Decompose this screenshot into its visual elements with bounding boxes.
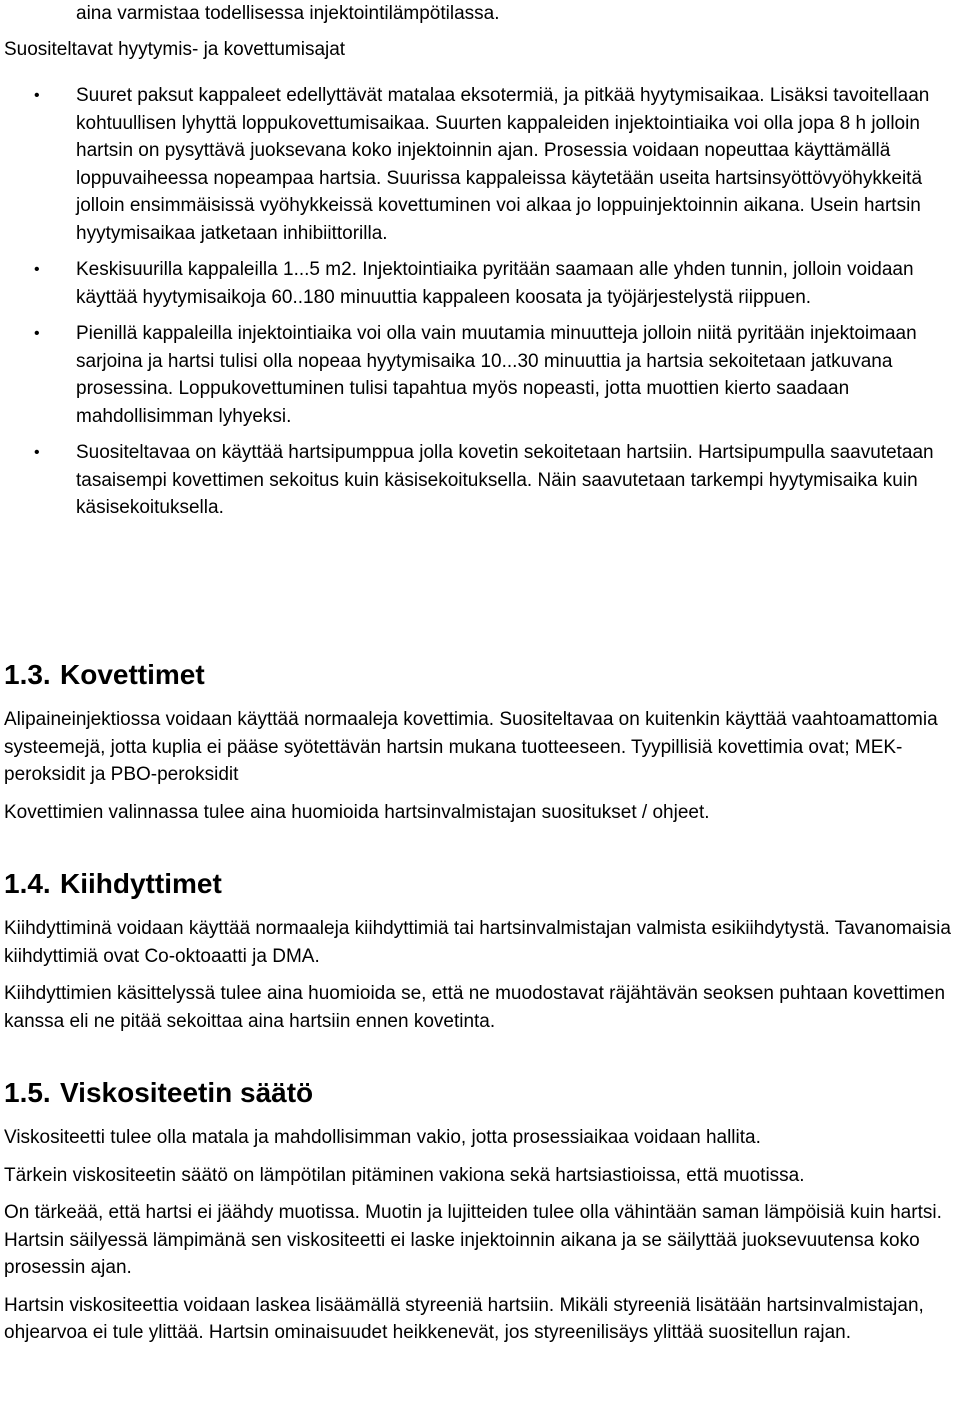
paragraph: Kovettimien valinnassa tulee aina huomioida hartsinvalmistajan suositukset / ohjeet. — [4, 801, 710, 823]
paragraph: Hartsin viskositeettia voidaan laskea lisäämällä styreeniä hartsiin. Mikäli styreeniä lisätään hartsinvalmistajan, ohjearvoa ei tule ylittää. Hartsin ominaisuudet heikkenevät, jos styreenilisäys ylittää suositellun rajan. — [4, 1294, 924, 1343]
list-item-text: Keskisuurilla kappaleilla 1...5 m2. Injektointiaika pyritään saamaan alle yhden tunnin, jolloin voidaan käyttää hyytymisaikoja 60..180 minuuttia kappaleen koosata ja työjärjestelystä riippuen. — [76, 259, 914, 308]
subheading: Suositeltavat hyytymis- ja kovettumisajat — [4, 39, 346, 60]
list-item — [0, 256, 956, 311]
paragraph: Tärkein viskositeetin säätö on lämpötilan pitäminen vakiona sekä hartsiastioissa, että muotissa. — [4, 1164, 805, 1186]
paragraph: Alipaineinjektiossa voidaan käyttää normaaleja kovettimia. Suositeltavaa on kuitenkin käyttää vaahtoamattomia systeemejä, jotta kuplia ei pääse syötettävän hartsin mukana tuotteeseen. Tyypillisiä kovettimia ovat; MEK- peroksidit ja PBO-peroksidit — [4, 709, 938, 785]
list-item — [0, 82, 956, 247]
section-viskositeetin-saato — [4, 1076, 960, 1357]
paragraph: On tärkeää, että hartsi ei jäähdy muotissa. Muotin ja lujitteiden tulee olla vähintään saman lämpöisiä kuin hartsi. Hartsin säilyessä lämpimänä sen viskositeetti ei laske injektoinnin aikana ja se säilyttää juoksevuutensa koko prosessin ajan. — [4, 1202, 942, 1278]
bullet-icon: • — [34, 325, 40, 342]
paragraph: Kiihdyttiminä voidaan käyttää normaaleja kiihdyttimiä tai hartsinvalmistajan valmista esikiihdytystä. Tavanomaisia kiihdyttimiä ovat Co-oktoaatti ja DMA. — [4, 918, 951, 967]
section-title: Viskositeetin säätö — [60, 1077, 314, 1108]
bullet-icon: • — [34, 444, 40, 461]
bullet-icon: • — [34, 87, 40, 104]
section-heading — [4, 658, 960, 692]
section-heading — [4, 1076, 960, 1110]
list-item-text: Suuret paksut kappaleet edellyttävät matalaa eksotermiä, ja pitkää hyytymisaikaa. Lisäksi tavoitellaan kohtuullisen lyhyttä loppukovettumisaikaa. Suurten kappaleiden injektointiaika voi olla jopa 8 h jolloin hartsin on pysyttävä juoksevana koko injektoinnin ajan. Prosessia voidaan nopeuttaa käyttämällä loppuvaiheessa nopeampaa hartsia. Suurissa kappaleissa käytetään useita hartsinsyöttövyöhykkeitä jolloin ensimmäisissä vyöhykkeissä kovettuminen voi alkaa jo loppuinjektoinnin aikana. Usein hartsin hyytymisaikaa jatketaan inhibiittorilla. — [76, 85, 930, 244]
list-item-text: Pienillä kappaleilla injektointiaika voi olla vain muutamia minuutteja jolloin niitä pyritään injektoimaan sarjoina ja hartsi tulisi olla nopeaa hyytymisaika 10...30 minuuttia ja hartsia sekoitetaan jatkuvana prosessina. Loppukovettuminen tulisi tapahtua myös nopeasti, jotta muottien kierto saadaan mahdollisimman lyhyeksi. — [76, 323, 917, 427]
section-number: 1.5. — [4, 1077, 51, 1108]
continuation-line: aina varmistaa todellisessa injektointilämpötilassa. — [76, 3, 500, 24]
section-number: 1.4. — [4, 868, 51, 899]
section-kiihdyttimet — [4, 867, 960, 1045]
section-title: Kiihdyttimet — [60, 868, 222, 899]
paragraph: Viskositeetti tulee olla matala ja mahdollisimman vakio, jotta prosessiaikaa voidaan hallita. — [4, 1127, 761, 1148]
section-number: 1.3. — [4, 659, 51, 690]
list-item — [0, 320, 956, 430]
section-heading — [4, 867, 960, 901]
bullet-icon: • — [34, 261, 40, 278]
list-item — [0, 439, 956, 522]
section-title: Kovettimet — [60, 659, 205, 690]
paragraph: Kiihdyttimien käsittelyssä tulee aina huomioida se, että ne muodostavat räjähtävän seoksen puhtaan kovettimen kanssa eli ne pitää sekoittaa aina hartsiin ennen kovetinta. — [4, 983, 946, 1032]
bullet-list — [0, 82, 960, 531]
list-item-text: Suositeltavaa on käyttää hartsipumppua jolla kovetin sekoitetaan hartsiin. Hartsipumpulla saavutetaan tasaisempi kovettimen sekoitus kuin käsisekoituksella. Näin saavutetaan tarkempi hyytymisaika kuin käsisekoituksella. — [76, 442, 934, 518]
section-kovettimet — [4, 658, 960, 836]
